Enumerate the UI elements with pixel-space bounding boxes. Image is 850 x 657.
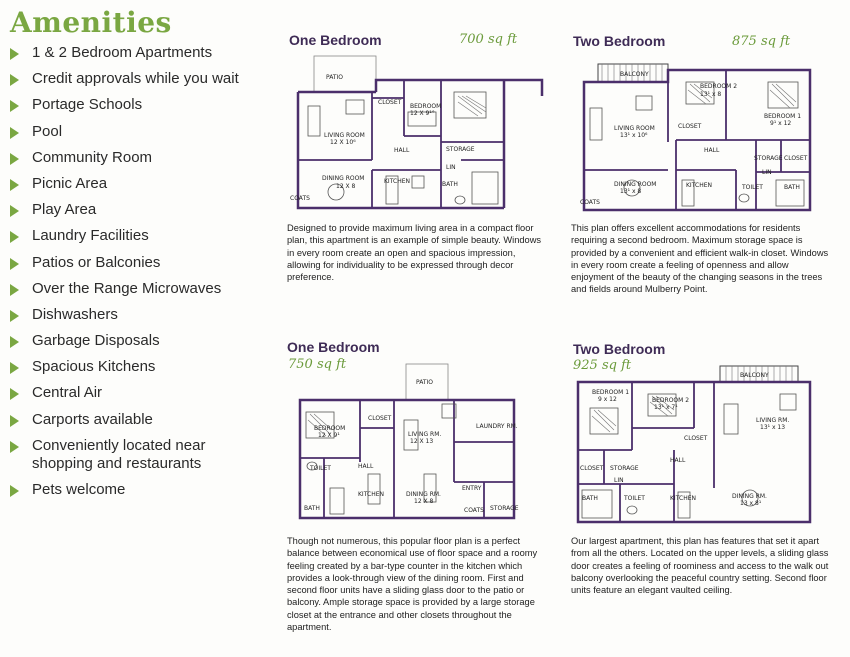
room-dim-dining: 13 x 8¹ xyxy=(740,500,762,507)
triangle-bullet-icon xyxy=(10,258,19,270)
plan-title: One Bedroom xyxy=(287,339,380,355)
amenity-label: Spacious Kitchens xyxy=(32,358,156,376)
amenity-label: Patios or Balconies xyxy=(32,253,161,271)
room-label-kitchen: KITCHEN xyxy=(670,495,696,502)
triangle-bullet-icon xyxy=(10,153,19,165)
room-dim-living: 12 X 13 xyxy=(410,438,434,445)
triangle-bullet-icon xyxy=(10,100,19,112)
room-label-closet: CLOSET xyxy=(678,123,702,130)
room-label-storage: STORAGE xyxy=(490,505,519,512)
room-dim-bedroom-1: 9¹ x 12 xyxy=(770,120,792,127)
room-label-living: LIVING ROOM xyxy=(614,125,655,132)
bed-hatching xyxy=(458,96,486,116)
floor-plan-one-bedroom-750 xyxy=(294,362,526,522)
room-dim-bedroom-2: 13¹ x 8 xyxy=(700,91,722,98)
amenity-label: Laundry Facilities xyxy=(32,227,149,245)
amenity-label: Play Area xyxy=(32,201,97,219)
amenities-list xyxy=(10,44,260,507)
amenity-item xyxy=(10,481,260,499)
room-label-laundry: LAUNDRY RM. xyxy=(476,423,518,430)
room-label-bedroom-1: BEDROOM 1 xyxy=(764,113,802,120)
toilet-fixture xyxy=(455,196,465,204)
amenity-label: Pets welcome xyxy=(32,481,126,498)
toilet-fixture xyxy=(627,506,637,514)
room-label-dining: DINING ROOM xyxy=(322,175,365,182)
room-dim-bedroom: 12 X 9¹° xyxy=(410,110,435,117)
amenity-item xyxy=(10,123,260,141)
room-label-coats: COATS xyxy=(580,199,600,206)
amenity-item xyxy=(10,306,260,324)
room-label-closet: CLOSET xyxy=(368,415,392,422)
room-label-closet: CLOSET xyxy=(378,99,402,106)
triangle-bullet-icon xyxy=(10,485,19,497)
room-label-lin: LIN xyxy=(614,477,624,484)
amenity-item xyxy=(10,332,260,350)
amenity-item xyxy=(10,280,260,298)
plan-sqft: 875 sq ft xyxy=(732,34,791,49)
room-label-hall: HALL xyxy=(394,147,410,154)
plan-sqft: 700 sq ft xyxy=(459,32,518,47)
amenity-item xyxy=(10,201,260,219)
room-label-patio: PATIO xyxy=(416,379,434,386)
room-dim-bedroom-1: 9 x 12 xyxy=(598,396,617,403)
amenity-item xyxy=(10,358,260,376)
triangle-bullet-icon xyxy=(10,362,19,374)
room-label-closet-2: CLOSET xyxy=(580,465,604,472)
room-dim-dining: 13¹ x 8 xyxy=(620,188,642,195)
room-label-living: LIVING RM. xyxy=(756,417,790,424)
room-dim-bedroom-2: 13¹ x 7¹ xyxy=(654,404,678,411)
triangle-bullet-icon xyxy=(10,179,19,191)
room-dim-dining: 12 X 8 xyxy=(414,498,434,505)
room-label-patio: PATIO xyxy=(326,74,344,81)
amenity-label: Over the Range Microwaves xyxy=(32,279,222,297)
sofa-fixture xyxy=(590,108,602,140)
room-label-bath: BATH xyxy=(784,184,800,191)
chair-fixture xyxy=(346,100,364,114)
room-label-kitchen: KITCHEN xyxy=(686,182,712,189)
room-label-bedroom: BEDROOM xyxy=(314,425,346,432)
room-label-coats: COATS xyxy=(464,507,484,514)
amenity-item xyxy=(10,70,260,88)
amenity-item xyxy=(10,227,260,245)
triangle-bullet-icon xyxy=(10,310,19,322)
room-label-balcony: BALCONY xyxy=(620,71,649,78)
bed-1-hatching xyxy=(770,84,796,108)
room-label-bedroom-1: BEDROOM 1 xyxy=(592,389,630,396)
room-label-bedroom: BEDROOM xyxy=(410,103,442,110)
triangle-bullet-icon xyxy=(10,74,19,86)
amenity-item xyxy=(10,437,260,473)
amenity-label: Conveniently located near shopping and restaurants xyxy=(32,436,206,472)
amenity-label: Picnic Area xyxy=(32,174,108,192)
room-label-dining: DINING RM. xyxy=(406,491,441,498)
floor-plan-two-bedroom-875 xyxy=(576,52,816,214)
counter-fixture xyxy=(368,474,380,504)
room-label-dining: DINING RM. xyxy=(732,493,767,500)
amenity-label: Central Air xyxy=(32,384,103,402)
plan-title: One Bedroom xyxy=(289,32,382,48)
room-label-coats: COATS xyxy=(290,195,310,202)
exterior-walls xyxy=(300,400,514,518)
triangle-bullet-icon xyxy=(10,441,19,453)
room-label-toilet: TOILET xyxy=(310,465,331,472)
room-label-dining: DINING ROOM xyxy=(614,181,657,188)
room-dim-bedroom: 12 X 9¹ xyxy=(318,432,340,439)
room-label-bath: BATH xyxy=(442,181,458,188)
sofa-fixture xyxy=(308,106,320,136)
amenities-title: Amenities xyxy=(10,6,172,39)
plan-description: Designed to provide maximum living area in a compact floor plan, this apartment is an example of simple beauty. Windows in every room create an open and spacious impression, allowing for individuality to be expressed through decor preference. xyxy=(287,223,542,283)
room-dim-living: 13¹ x 10⁶ xyxy=(620,132,648,139)
plan-description: This plan offers excellent accommodations for residents requiring a second bedroom. Maximum storage space is provided by a convenient and efficient walk-in closet. Windows in every room create a feeling of openness and allow enjoyment of the beauty of the changing seasons in the trees and fields around Mulberry Point. xyxy=(571,223,829,295)
plan-title: Two Bedroom xyxy=(573,341,666,357)
amenity-label: Credit approvals while you wait xyxy=(32,70,239,88)
amenity-item xyxy=(10,44,260,62)
stove-fixture xyxy=(412,176,424,188)
room-label-hall: HALL xyxy=(670,457,686,464)
triangle-bullet-icon xyxy=(10,336,19,348)
room-label-kitchen: KITCHEN xyxy=(358,491,384,498)
room-label-storage: STORAGE xyxy=(754,155,783,162)
amenity-label: Dishwashers xyxy=(32,305,118,323)
room-label-toilet: TOILET xyxy=(624,495,645,502)
tub-fixture xyxy=(330,488,344,514)
plan-sqft: 750 sq ft xyxy=(288,357,347,372)
floor-plan-one-bedroom-700 xyxy=(286,52,544,212)
amenity-label: Carports available xyxy=(32,410,153,428)
interior-walls xyxy=(300,400,514,518)
amenity-label: Garbage Disposals xyxy=(32,332,160,350)
room-label-bath: BATH xyxy=(582,495,598,502)
triangle-bullet-icon xyxy=(10,415,19,427)
room-label-lin: LIN xyxy=(762,169,772,176)
plan-description: Our largest apartment, this plan has features that set it apart from all the others. Located on the upper levels, a sliding glass door creates a feeling of roominess and access to the walk out balcony overlooking the peaceful country setting. Second floor units feature an elegant vaulted ceiling. xyxy=(571,536,829,596)
amenity-item xyxy=(10,149,260,167)
room-label-living: LIVING ROOM xyxy=(324,132,365,139)
amenity-label: 1 & 2 Bedroom Apartments xyxy=(32,44,213,61)
triangle-bullet-icon xyxy=(10,231,19,243)
room-dim-living: 12 X 10⁶ xyxy=(330,139,356,146)
room-label-lin: LIN xyxy=(446,164,456,171)
room-label-toilet: TOILET xyxy=(742,184,763,191)
patio-area xyxy=(314,56,376,92)
room-label-balcony: BALCONY xyxy=(740,372,769,379)
plan-description: Though not numerous, this popular floor plan is a perfect balance between economical use of floor space and a roomy feeling created by a bar-type counter in the kitchen which provides a look-through view of the dining room. First and second floor units have a sliding glass door to the patio or balcony. Ample storage space is provided by a large storage closet at the entrance and other closets throughout the apartment. xyxy=(287,536,538,633)
triangle-bullet-icon xyxy=(10,388,19,400)
amenity-label: Pool xyxy=(32,122,63,140)
room-label-closet-2: CLOSET xyxy=(784,155,808,162)
room-label-bedroom-2: BEDROOM 2 xyxy=(700,83,738,90)
room-dim-living: 13¹ x 13 xyxy=(760,424,786,431)
room-label-bath: BATH xyxy=(304,505,320,512)
room-label-closet: CLOSET xyxy=(684,435,708,442)
room-dim-dining: 12 X 8 xyxy=(336,183,356,190)
plan-sqft: 925 sq ft xyxy=(573,358,632,373)
amenity-item xyxy=(10,175,260,193)
plan-title: Two Bedroom xyxy=(573,33,666,49)
floor-plan-two-bedroom-925 xyxy=(574,364,816,524)
chair-fixture xyxy=(636,96,652,110)
amenity-item xyxy=(10,411,260,429)
tub-fixture xyxy=(472,172,498,204)
room-label-living: LIVING RM. xyxy=(408,431,442,438)
amenity-item xyxy=(10,96,260,114)
room-label-entry: ENTRY xyxy=(462,485,482,492)
room-label-storage: STORAGE xyxy=(610,465,639,472)
amenity-label: Portage Schools xyxy=(32,96,143,114)
amenity-label: Community Room xyxy=(32,148,153,166)
room-label-hall: HALL xyxy=(704,147,720,154)
amenity-item xyxy=(10,254,260,272)
room-label-hall: HALL xyxy=(358,463,374,470)
bed-1-hatching xyxy=(592,410,616,432)
room-label-kitchen: KITCHEN xyxy=(384,178,410,185)
triangle-bullet-icon xyxy=(10,127,19,139)
room-label-bedroom-2: BEDROOM 2 xyxy=(652,397,690,404)
triangle-bullet-icon xyxy=(10,205,19,217)
sofa-fixture xyxy=(724,404,738,434)
room-label-storage: STORAGE xyxy=(446,146,475,153)
triangle-bullet-icon xyxy=(10,284,19,296)
triangle-bullet-icon xyxy=(10,48,19,60)
toilet-fixture xyxy=(739,194,749,202)
amenity-item xyxy=(10,384,260,402)
chair-fixture xyxy=(780,394,796,410)
